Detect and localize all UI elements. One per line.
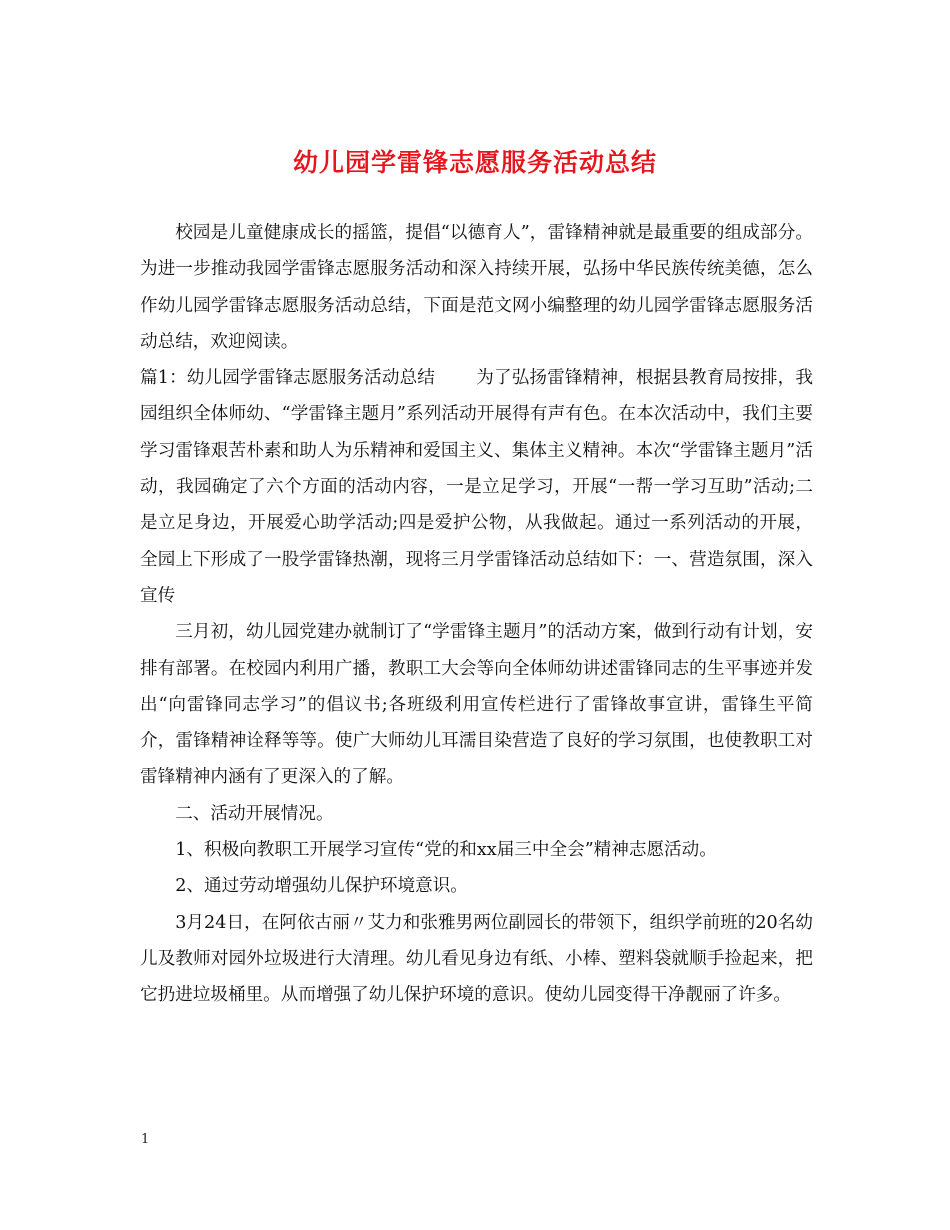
paragraph-item-1: 1、积极向教职工开展学习宣传“党的和xx届三中全会”精神志愿活动。 xyxy=(175,840,717,861)
document-body xyxy=(140,215,813,1014)
document-title: 幼儿园学雷锋志愿服务活动总结 xyxy=(292,148,657,177)
paragraph-section-1: 篇1：幼儿园学雷锋志愿服务活动总结 为了弘扬雷锋精神，根据县教育局按排，我园组织全体师幼、“学雷锋主题月”系列活动开展得有声有色。在本次活动中，我们主要学习雷锋艰苦朴素和助人为乐精神和爱国主义、集体主义精神。本次“学雷锋主题月”活动，我园确定了六个方面的活动内容，一是立足学习，开展“一帮一学习互助”活动;二是立足身边，开展爱心助学活动;四是爱护公物，从我做起。通过一系列活动的开展，全园上下形成了一股学雷锋热潮，现将三月学雷锋活动总结如下：一、营造氛围，深入宣传 xyxy=(140,368,813,606)
page-number: 1 xyxy=(141,1132,150,1147)
paragraph-item-2: 2、通过劳动增强幼儿保护环境意识。 xyxy=(175,876,468,897)
paragraph-cleanup: 3月24日，在阿依古丽〃艾力和张雅男两位副园长的带领下，组织学前班的20名幼儿及教师对园外垃圾进行大清理。幼儿看见身边有纸、小棒、塑料袋就顺手捡起来，把它扔进垃圾桶里。从而增强了幼儿保护环境的意识。使幼儿园变得干净靓丽了许多。 xyxy=(140,912,813,1006)
paragraph-intro: 校园是儿童健康成长的摇篮，提倡“以德育人”，雷锋精神就是最重要的组成部分。为进一步推动我园学雷锋志愿服务活动和深入持续开展，弘扬中华民族传统美德，怎么作幼儿园学雷锋志愿服务活动总结，下面是范文网小编整理的幼儿园学雷锋志愿服务活动总结，欢迎阅读。 xyxy=(140,223,813,352)
paragraph-publicity: 三月初，幼儿园党建办就制订了“学雷锋主题月”的活动方案，做到行动有计划，安排有部署。在校园内利用广播，教职工大会等向全体师幼讲述雷锋同志的生平事迹并发出“向雷锋同志学习”的倡议书;各班级利用宣传栏进行了雷锋故事宣讲，雷锋生平简介，雷锋精神诠释等等。使广大师幼儿耳濡目染营造了良好的学习氛围，也使教职工对雷锋精神内涵有了更深入的了解。 xyxy=(140,622,813,788)
paragraph-heading-activities: 二、活动开展情况。 xyxy=(175,803,334,824)
